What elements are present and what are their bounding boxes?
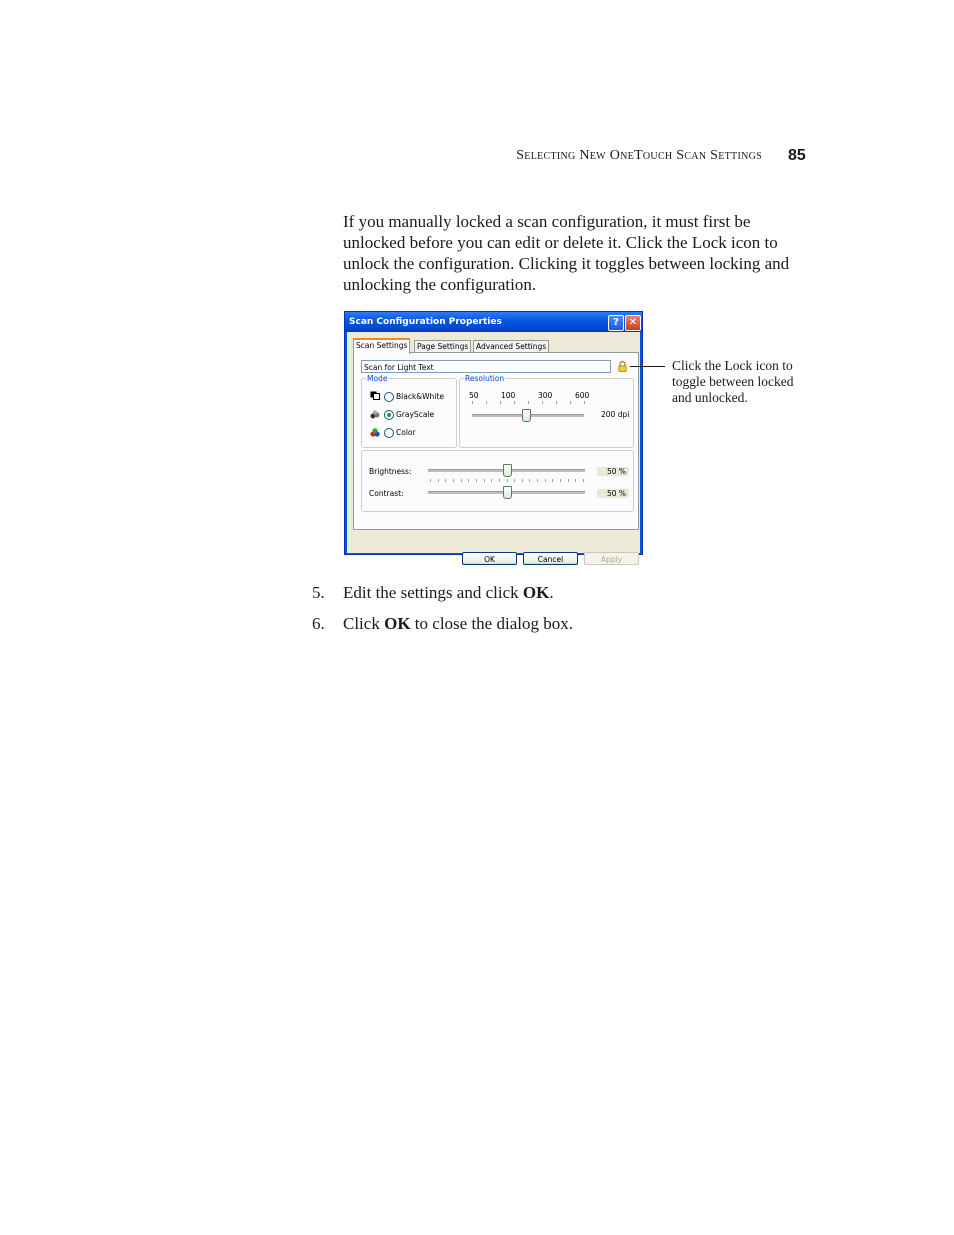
slider-tick [568,479,569,482]
callout-leader-line [630,366,665,367]
step-6 [312,613,573,634]
slider-tick [552,479,553,482]
slider-tick [430,479,431,482]
slider-tick [499,479,500,482]
slider-tick [468,479,469,482]
slider-tick [486,401,487,404]
resolution-tick-50: 50 [469,391,479,400]
brightness-label: Brightness: [369,467,412,476]
color-icon [370,428,380,437]
help-button[interactable]: ? [608,315,624,331]
slider-tick [476,479,477,482]
tab-advanced-settings[interactable]: Advanced Settings [473,340,549,353]
slider-tick [507,479,508,482]
mode-group [361,374,457,448]
page-number: 85 [788,147,806,164]
lock-icon[interactable] [618,361,627,372]
running-title: Selecting New OneTouch Scan Settings [516,148,762,163]
slider-tick [514,479,515,482]
slider-tick [453,479,454,482]
resolution-slider-thumb[interactable] [522,409,531,422]
radio-label-color: Color [396,428,416,437]
slider-tick [445,479,446,482]
radio-label-black-white: Black&White [396,392,444,401]
step-bold: OK [384,614,411,633]
radio-black-white[interactable] [384,392,394,402]
callout-text: Click the Lock icon to toggle between locked and unlocked. [672,358,794,405]
slider-tick [583,479,584,482]
step-5 [312,582,554,603]
slider-tick [514,401,515,404]
mode-group-label: Mode [367,374,388,383]
slider-tick [575,479,576,482]
slider-tick [491,479,492,482]
resolution-group-label: Resolution [465,374,505,383]
step-text: Click [343,614,385,633]
dialog-titlebar [345,312,642,332]
slider-tick [500,401,501,404]
step-number: 6. [312,614,325,633]
slider-tick [522,479,523,482]
resolution-group [459,374,634,448]
step-text-end: . [549,583,554,602]
slider-tick [461,479,462,482]
tab-page-settings[interactable]: Page Settings [414,340,471,353]
resolution-value: 200 dpi [601,410,630,419]
slider-tick [472,401,473,404]
slider-tick [529,479,530,482]
scan-settings-panel [353,352,639,530]
slider-tick [560,479,561,482]
radio-color[interactable] [384,428,394,438]
slider-tick [545,479,546,482]
dialog-title: Scan Configuration Properties [349,317,502,327]
page-header [0,148,954,168]
resolution-tick-300: 300 [538,391,553,400]
apply-button[interactable]: Apply [584,552,639,565]
resolution-tick-100: 100 [501,391,516,400]
slider-tick [556,401,557,404]
brightness-slider-thumb[interactable] [503,464,512,477]
ok-button[interactable]: OK [462,552,517,565]
slider-tick [438,479,439,482]
contrast-value: 50 % [597,489,629,498]
brightness-value: 50 % [597,467,629,476]
scan-configuration-dialog [344,311,643,564]
slider-tick [528,401,529,404]
contrast-label: Contrast: [369,489,404,498]
radio-grayscale[interactable] [384,410,394,420]
slider-tick [570,401,571,404]
step-text-end: to close the dialog box. [410,614,573,633]
resolution-tick-600: 600 [575,391,590,400]
tab-scan-settings[interactable]: Scan Settings [353,338,410,354]
slider-tick [484,479,485,482]
contrast-slider-thumb[interactable] [503,486,512,499]
grayscale-icon [370,410,380,419]
black-white-icon [370,391,380,400]
cancel-button[interactable]: Cancel [523,552,578,565]
slider-tick [537,479,538,482]
radio-label-grayscale: GrayScale [396,410,435,419]
dialog-client [347,332,640,564]
slider-tick [542,401,543,404]
step-number: 5. [312,583,325,602]
adjustments-group [361,450,634,512]
step-bold: OK [522,583,550,602]
slider-tick [584,401,585,404]
configuration-name-field[interactable]: Scan for Light Text [361,360,611,373]
close-button[interactable]: ✕ [625,315,641,331]
intro-paragraph: If you manually locked a scan configuration, it must first be unlocked before you can edit or delete it. Click the Lock icon to unlock the configuration. Clicking it toggles between locking and unlocking the configuration. [343,212,790,294]
step-text: Edit the settings and click [343,583,523,602]
